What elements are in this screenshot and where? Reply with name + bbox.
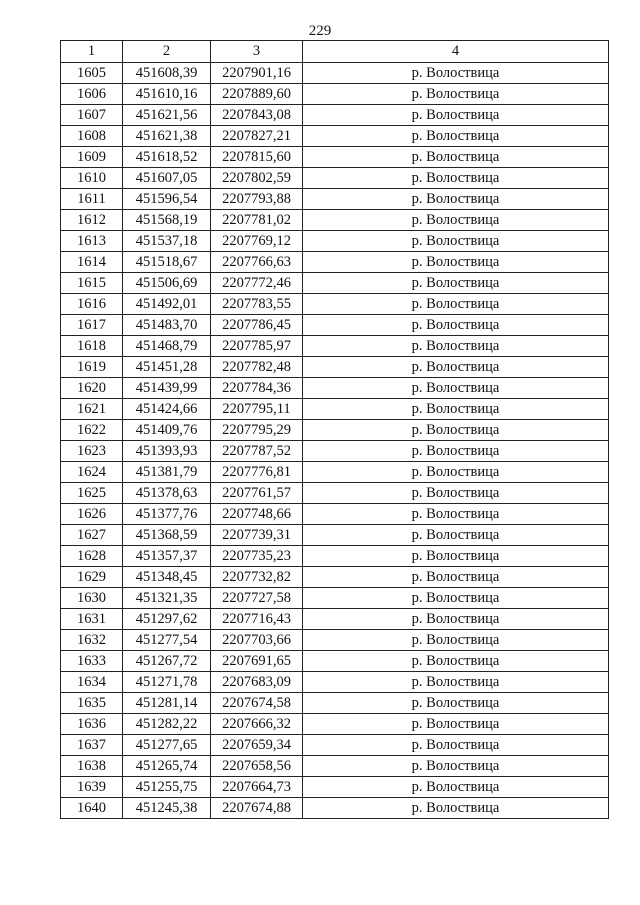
cell-y-coordinate: 2207674,58 xyxy=(211,693,303,714)
table-row xyxy=(61,588,609,609)
cell-x-coordinate: 451610,16 xyxy=(123,84,211,105)
cell-y-coordinate: 2207785,97 xyxy=(211,336,303,357)
cell-y-coordinate: 2207716,43 xyxy=(211,609,303,630)
cell-y-coordinate: 2207732,82 xyxy=(211,567,303,588)
table-row xyxy=(61,672,609,693)
cell-x-coordinate: 451621,56 xyxy=(123,105,211,126)
cell-point-number: 1606 xyxy=(61,84,123,105)
cell-x-coordinate: 451282,22 xyxy=(123,714,211,735)
table-row xyxy=(61,336,609,357)
cell-description: р. Волоствица xyxy=(303,546,609,567)
cell-point-number: 1619 xyxy=(61,357,123,378)
cell-y-coordinate: 2207761,57 xyxy=(211,483,303,504)
cell-y-coordinate: 2207691,65 xyxy=(211,651,303,672)
cell-x-coordinate: 451451,28 xyxy=(123,357,211,378)
cell-point-number: 1630 xyxy=(61,588,123,609)
cell-point-number: 1608 xyxy=(61,126,123,147)
table-row xyxy=(61,609,609,630)
cell-x-coordinate: 451492,01 xyxy=(123,294,211,315)
table-row xyxy=(61,735,609,756)
cell-description: р. Волоствица xyxy=(303,798,609,819)
table-row xyxy=(61,63,609,84)
cell-y-coordinate: 2207793,88 xyxy=(211,189,303,210)
cell-y-coordinate: 2207827,21 xyxy=(211,126,303,147)
cell-point-number: 1605 xyxy=(61,63,123,84)
cell-description: р. Волоствица xyxy=(303,714,609,735)
cell-point-number: 1640 xyxy=(61,798,123,819)
cell-description: р. Волоствица xyxy=(303,231,609,252)
cell-x-coordinate: 451608,39 xyxy=(123,63,211,84)
cell-y-coordinate: 2207748,66 xyxy=(211,504,303,525)
cell-x-coordinate: 451281,14 xyxy=(123,693,211,714)
cell-x-coordinate: 451255,75 xyxy=(123,777,211,798)
cell-point-number: 1633 xyxy=(61,651,123,672)
table-row xyxy=(61,546,609,567)
cell-x-coordinate: 451357,37 xyxy=(123,546,211,567)
cell-y-coordinate: 2207658,56 xyxy=(211,756,303,777)
cell-description: р. Волоствица xyxy=(303,63,609,84)
cell-x-coordinate: 451277,54 xyxy=(123,630,211,651)
cell-point-number: 1607 xyxy=(61,105,123,126)
cell-x-coordinate: 451409,76 xyxy=(123,420,211,441)
table-row xyxy=(61,147,609,168)
cell-x-coordinate: 451321,35 xyxy=(123,588,211,609)
cell-y-coordinate: 2207784,36 xyxy=(211,378,303,399)
cell-y-coordinate: 2207795,11 xyxy=(211,399,303,420)
table-row xyxy=(61,504,609,525)
cell-y-coordinate: 2207674,88 xyxy=(211,798,303,819)
cell-description: р. Волоствица xyxy=(303,588,609,609)
table-row xyxy=(61,756,609,777)
cell-description: р. Волоствица xyxy=(303,609,609,630)
cell-x-coordinate: 451607,05 xyxy=(123,168,211,189)
table-row xyxy=(61,126,609,147)
cell-description: р. Волоствица xyxy=(303,420,609,441)
cell-y-coordinate: 2207795,29 xyxy=(211,420,303,441)
cell-point-number: 1610 xyxy=(61,168,123,189)
cell-point-number: 1618 xyxy=(61,336,123,357)
column-header-description: 4 xyxy=(303,41,609,63)
table-row xyxy=(61,777,609,798)
table-row xyxy=(61,714,609,735)
cell-description: р. Волоствица xyxy=(303,777,609,798)
cell-description: р. Волоствица xyxy=(303,504,609,525)
cell-x-coordinate: 451483,70 xyxy=(123,315,211,336)
cell-point-number: 1627 xyxy=(61,525,123,546)
cell-y-coordinate: 2207659,34 xyxy=(211,735,303,756)
cell-point-number: 1609 xyxy=(61,147,123,168)
cell-description: р. Волоствица xyxy=(303,189,609,210)
cell-x-coordinate: 451568,19 xyxy=(123,210,211,231)
cell-x-coordinate: 451378,63 xyxy=(123,483,211,504)
header-row xyxy=(61,41,609,63)
cell-y-coordinate: 2207683,09 xyxy=(211,672,303,693)
column-header-y-coordinate: 3 xyxy=(211,41,303,63)
cell-description: р. Волоствица xyxy=(303,693,609,714)
table-row xyxy=(61,84,609,105)
table-row xyxy=(61,189,609,210)
table-row xyxy=(61,294,609,315)
cell-description: р. Волоствица xyxy=(303,483,609,504)
cell-point-number: 1620 xyxy=(61,378,123,399)
cell-x-coordinate: 451537,18 xyxy=(123,231,211,252)
cell-point-number: 1611 xyxy=(61,189,123,210)
cell-description: р. Волоствица xyxy=(303,252,609,273)
cell-point-number: 1612 xyxy=(61,210,123,231)
table-row xyxy=(61,252,609,273)
table-row xyxy=(61,315,609,336)
cell-y-coordinate: 2207739,31 xyxy=(211,525,303,546)
cell-description: р. Волоствица xyxy=(303,315,609,336)
coordinates-table xyxy=(60,40,609,819)
cell-x-coordinate: 451439,99 xyxy=(123,378,211,399)
cell-description: р. Волоствица xyxy=(303,525,609,546)
cell-x-coordinate: 451297,62 xyxy=(123,609,211,630)
cell-point-number: 1629 xyxy=(61,567,123,588)
cell-y-coordinate: 2207843,08 xyxy=(211,105,303,126)
table-row xyxy=(61,567,609,588)
cell-y-coordinate: 2207782,48 xyxy=(211,357,303,378)
table-row xyxy=(61,441,609,462)
cell-point-number: 1632 xyxy=(61,630,123,651)
cell-point-number: 1638 xyxy=(61,756,123,777)
cell-description: р. Волоствица xyxy=(303,756,609,777)
cell-y-coordinate: 2207703,66 xyxy=(211,630,303,651)
cell-description: р. Волоствица xyxy=(303,462,609,483)
table-row xyxy=(61,462,609,483)
cell-y-coordinate: 2207735,23 xyxy=(211,546,303,567)
table-row xyxy=(61,525,609,546)
cell-description: р. Волоствица xyxy=(303,126,609,147)
column-header-x-coordinate: 2 xyxy=(123,41,211,63)
cell-point-number: 1625 xyxy=(61,483,123,504)
cell-description: р. Волоствица xyxy=(303,84,609,105)
table-row xyxy=(61,651,609,672)
cell-description: р. Волоствица xyxy=(303,630,609,651)
cell-point-number: 1631 xyxy=(61,609,123,630)
cell-description: р. Волоствица xyxy=(303,735,609,756)
cell-description: р. Волоствица xyxy=(303,357,609,378)
cell-x-coordinate: 451506,69 xyxy=(123,273,211,294)
table-row xyxy=(61,798,609,819)
cell-x-coordinate: 451245,38 xyxy=(123,798,211,819)
cell-x-coordinate: 451368,59 xyxy=(123,525,211,546)
cell-point-number: 1636 xyxy=(61,714,123,735)
table-row xyxy=(61,399,609,420)
cell-description: р. Волоствица xyxy=(303,273,609,294)
cell-y-coordinate: 2207769,12 xyxy=(211,231,303,252)
cell-y-coordinate: 2207666,32 xyxy=(211,714,303,735)
cell-x-coordinate: 451348,45 xyxy=(123,567,211,588)
cell-point-number: 1639 xyxy=(61,777,123,798)
table-row xyxy=(61,693,609,714)
cell-description: р. Волоствица xyxy=(303,336,609,357)
cell-x-coordinate: 451621,38 xyxy=(123,126,211,147)
cell-y-coordinate: 2207776,81 xyxy=(211,462,303,483)
cell-y-coordinate: 2207664,73 xyxy=(211,777,303,798)
cell-x-coordinate: 451618,52 xyxy=(123,147,211,168)
table-row xyxy=(61,378,609,399)
cell-point-number: 1615 xyxy=(61,273,123,294)
cell-point-number: 1623 xyxy=(61,441,123,462)
cell-y-coordinate: 2207901,16 xyxy=(211,63,303,84)
table-row xyxy=(61,105,609,126)
cell-y-coordinate: 2207787,52 xyxy=(211,441,303,462)
cell-point-number: 1622 xyxy=(61,420,123,441)
table-header xyxy=(61,41,609,63)
table-row xyxy=(61,420,609,441)
cell-x-coordinate: 451596,54 xyxy=(123,189,211,210)
cell-description: р. Волоствица xyxy=(303,378,609,399)
cell-point-number: 1634 xyxy=(61,672,123,693)
table-body xyxy=(61,63,609,819)
cell-point-number: 1617 xyxy=(61,315,123,336)
cell-y-coordinate: 2207889,60 xyxy=(211,84,303,105)
cell-description: р. Волоствица xyxy=(303,168,609,189)
cell-point-number: 1613 xyxy=(61,231,123,252)
cell-description: р. Волоствица xyxy=(303,294,609,315)
table-row xyxy=(61,273,609,294)
cell-description: р. Волоствица xyxy=(303,672,609,693)
cell-point-number: 1635 xyxy=(61,693,123,714)
cell-point-number: 1637 xyxy=(61,735,123,756)
cell-point-number: 1614 xyxy=(61,252,123,273)
cell-y-coordinate: 2207802,59 xyxy=(211,168,303,189)
table-row xyxy=(61,168,609,189)
cell-description: р. Волоствица xyxy=(303,105,609,126)
table-row xyxy=(61,630,609,651)
cell-description: р. Волоствица xyxy=(303,147,609,168)
cell-point-number: 1621 xyxy=(61,399,123,420)
cell-y-coordinate: 2207772,46 xyxy=(211,273,303,294)
cell-y-coordinate: 2207815,60 xyxy=(211,147,303,168)
cell-point-number: 1616 xyxy=(61,294,123,315)
column-header-point-number: 1 xyxy=(61,41,123,63)
cell-description: р. Волоствица xyxy=(303,441,609,462)
cell-point-number: 1628 xyxy=(61,546,123,567)
table-row xyxy=(61,210,609,231)
cell-y-coordinate: 2207727,58 xyxy=(211,588,303,609)
cell-x-coordinate: 451424,66 xyxy=(123,399,211,420)
table-row xyxy=(61,231,609,252)
cell-x-coordinate: 451468,79 xyxy=(123,336,211,357)
cell-y-coordinate: 2207786,45 xyxy=(211,315,303,336)
cell-x-coordinate: 451381,79 xyxy=(123,462,211,483)
cell-x-coordinate: 451267,72 xyxy=(123,651,211,672)
cell-x-coordinate: 451393,93 xyxy=(123,441,211,462)
cell-y-coordinate: 2207783,55 xyxy=(211,294,303,315)
page-number: 229 xyxy=(308,23,332,39)
table-row xyxy=(61,357,609,378)
cell-point-number: 1624 xyxy=(61,462,123,483)
cell-description: р. Волоствица xyxy=(303,399,609,420)
cell-y-coordinate: 2207781,02 xyxy=(211,210,303,231)
cell-x-coordinate: 451277,65 xyxy=(123,735,211,756)
cell-y-coordinate: 2207766,63 xyxy=(211,252,303,273)
cell-point-number: 1626 xyxy=(61,504,123,525)
cell-description: р. Волоствица xyxy=(303,210,609,231)
cell-description: р. Волоствица xyxy=(303,651,609,672)
cell-x-coordinate: 451377,76 xyxy=(123,504,211,525)
cell-x-coordinate: 451265,74 xyxy=(123,756,211,777)
cell-x-coordinate: 451518,67 xyxy=(123,252,211,273)
cell-description: р. Волоствица xyxy=(303,567,609,588)
table-row xyxy=(61,483,609,504)
cell-x-coordinate: 451271,78 xyxy=(123,672,211,693)
